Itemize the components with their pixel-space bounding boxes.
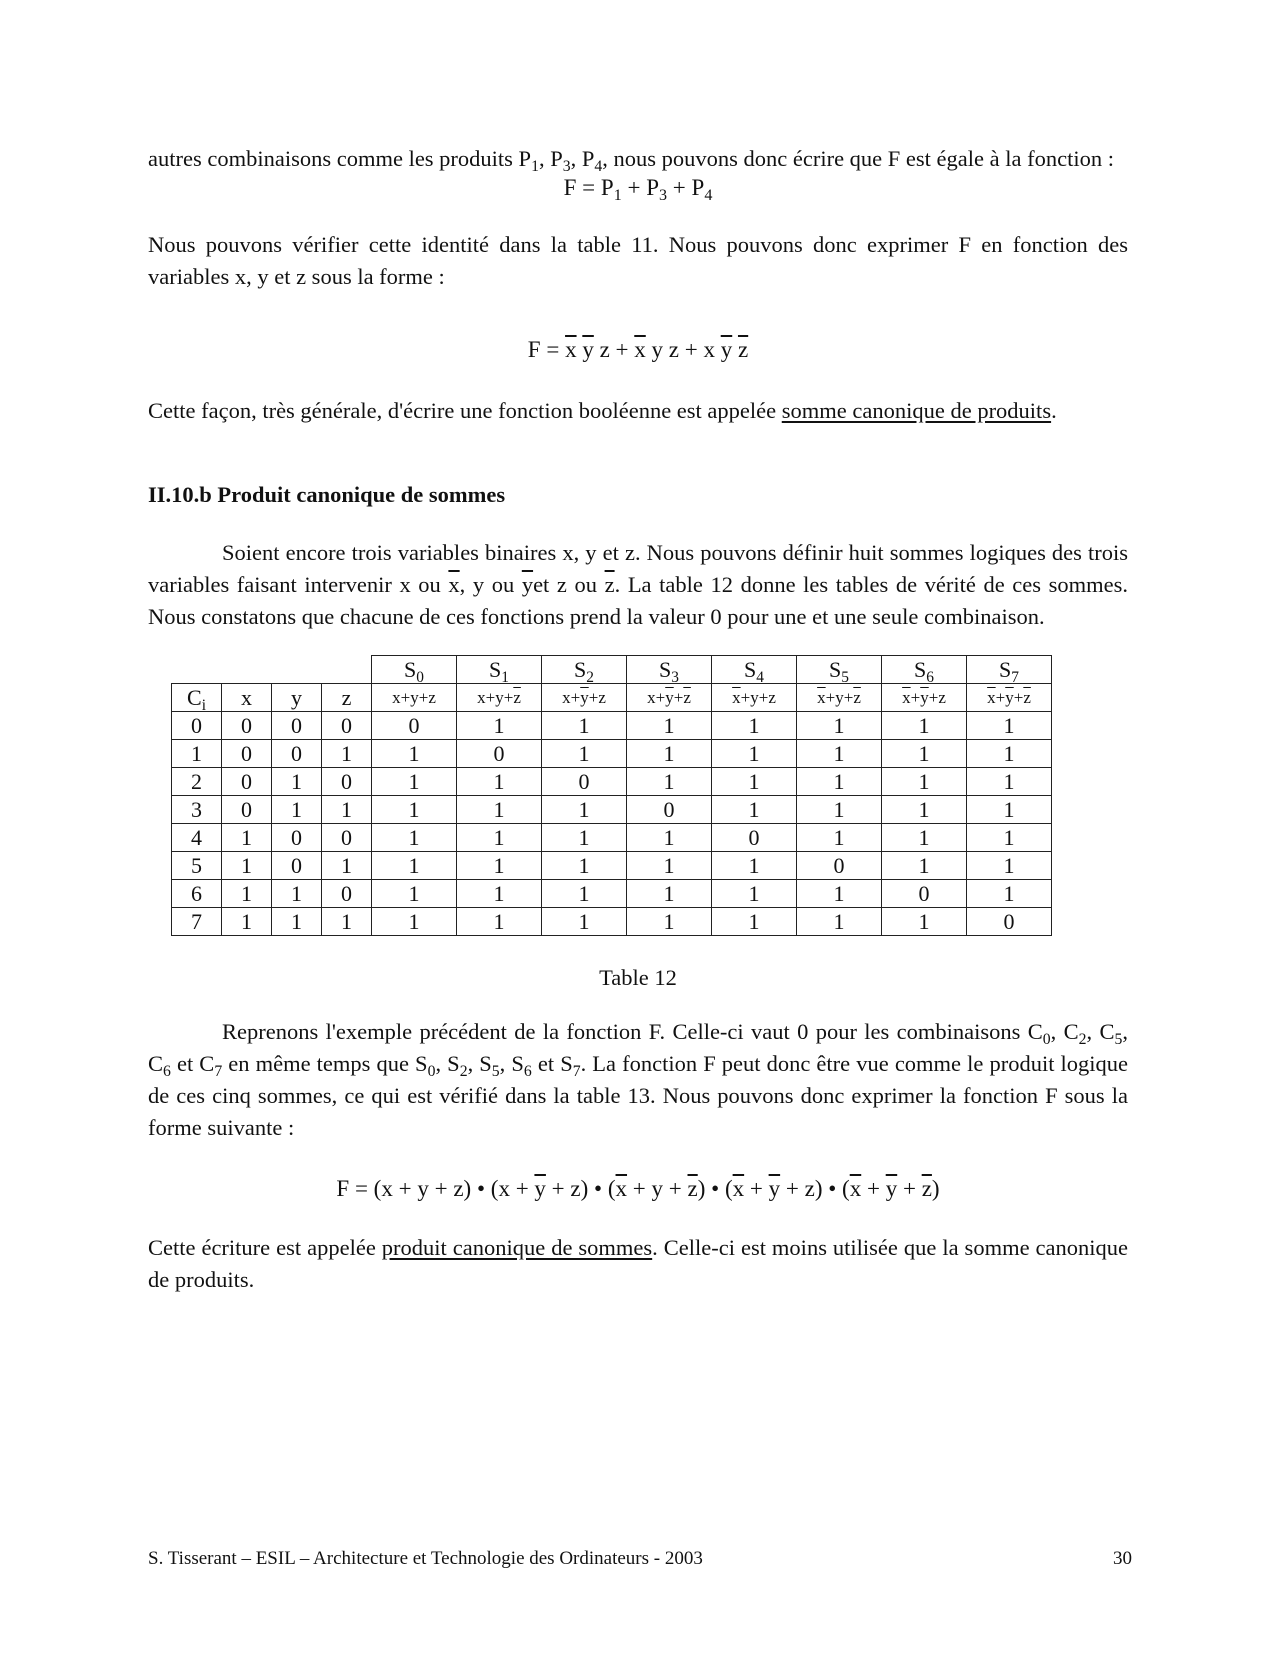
- page-number: 30: [1113, 1548, 1132, 1569]
- formula-dot: •: [588, 1176, 608, 1201]
- table-cell: 1: [457, 768, 542, 796]
- sum-index: 3: [671, 669, 679, 686]
- formula-literal: $\overline{z}$: [921, 1176, 932, 1201]
- sum-literal: z: [598, 688, 606, 707]
- table-cell: 0: [272, 712, 322, 740]
- table-cell: 1: [627, 880, 712, 908]
- table-cell: 1: [882, 852, 967, 880]
- table-cell: 1: [457, 852, 542, 880]
- table-row: [172, 768, 1052, 796]
- sum-header: $S_5$: [797, 656, 882, 684]
- sum-literal: x: [392, 688, 401, 707]
- formula-canonical-sum: [148, 335, 1128, 365]
- table-cell: 1: [322, 796, 372, 824]
- paragraph-sums: Soient encore trois variables binaires x, y et z. Nous pouvons définir huit sommes logiques des trois variables faisant intervenir x ou $\overline{x}$, y ou $\overline{y}et$ z ou $\overline{z}$. La table 12 donne les tables de vérité de ces sommes. Nous constatons que chacune de ces fonctions prend la valeur 0 pour une et une seule combinaison.: [148, 540, 1129, 629]
- col-header-x: x: [222, 684, 272, 712]
- table-cell: 1: [882, 712, 967, 740]
- table-cell: 1: [457, 796, 542, 824]
- table-cell: 1: [222, 852, 272, 880]
- table-cell: 1: [372, 824, 457, 852]
- table-cell: 1: [222, 880, 272, 908]
- table-cell: 0: [322, 768, 372, 796]
- table-cell: 1: [882, 740, 967, 768]
- truth-table-sums: [171, 655, 1052, 936]
- paragraph-example: Reprenons l'exemple précédent de la fonction F. Celle-ci vaut 0 pour les combinaisons $C_0$, $C_2$, $C_5$, $C_6$ et $C_7$ en même temps que $S_0$, $S_2$, $S_5$, $S_6$ et $S_7$. La fonction F peut donc être vue comme le produit logique de ces cinq sommes, ce qui est vérifié dans la table 13. Nous pouvons donc exprimer la fonction F sous la forme suivante :: [148, 1019, 1129, 1140]
- table-cell: 1: [372, 852, 457, 880]
- section-heading: II.10.b Produit canonique de sommes: [148, 482, 506, 507]
- formula-literal: x: [703, 337, 715, 362]
- table-cell: 1: [712, 880, 797, 908]
- formula-literal: z: [453, 1176, 464, 1201]
- table-cell: 0: [222, 768, 272, 796]
- table-cell: 0: [797, 852, 882, 880]
- sum-header: $S_2$: [542, 656, 627, 684]
- table-cell: 0: [172, 712, 222, 740]
- formula-literal: $\overline{y}$: [582, 337, 594, 362]
- formula-literal: y: [651, 337, 664, 362]
- sum-expression: $\overline{x}+y+\overline{z}$: [797, 684, 882, 712]
- sum-literal: $\overline{y}$: [665, 688, 674, 707]
- table-cell: 1: [967, 796, 1052, 824]
- table-cell: 1: [712, 712, 797, 740]
- sum-expression: $x+y+\overline{z}$: [457, 684, 542, 712]
- table-cell: 1: [967, 768, 1052, 796]
- sum-expression: $\overline{x}+\overline{y}+\overline{z}$: [967, 684, 1052, 712]
- table-cell: 1: [712, 852, 797, 880]
- sum-literal: $\overline{x}$: [987, 688, 996, 707]
- table-cell: 1: [372, 908, 457, 936]
- table-cell: 1: [542, 796, 627, 824]
- table-cell: 2: [172, 768, 222, 796]
- table-cell: 1: [712, 768, 797, 796]
- formula-literal: $\overline{y}$: [885, 1176, 898, 1201]
- table-cell: 6: [172, 880, 222, 908]
- col-header-ci: $C_i$: [172, 684, 222, 712]
- formula-literal: $\overline{x}$: [732, 1176, 745, 1201]
- table-cell: 1: [542, 740, 627, 768]
- table-cell: 1: [797, 880, 882, 908]
- table-cell: 0: [222, 796, 272, 824]
- formula-literal: $\overline{y}$: [720, 337, 733, 362]
- table-cell: 1: [172, 740, 222, 768]
- formula-sum-of-products: $F = P_1 + P_3 + P_4$: [563, 175, 713, 204]
- table-cell: 1: [797, 768, 882, 796]
- table-cell: 1: [542, 852, 627, 880]
- table-row: [172, 740, 1052, 768]
- formula-literal: $\overline{x}$: [565, 337, 577, 362]
- formula-literal: $\overline{z}$: [687, 1176, 698, 1201]
- table-cell: 1: [322, 852, 372, 880]
- sum-literal: $\overline{y}$: [1005, 688, 1014, 707]
- table-cell: 1: [627, 852, 712, 880]
- table-cell: 1: [322, 908, 372, 936]
- sum-literal: $\overline{x}$: [902, 688, 911, 707]
- sum-header: $S_6$: [882, 656, 967, 684]
- table-cell: 0: [967, 908, 1052, 936]
- sum-index: 6: [926, 669, 934, 686]
- formula-literal: $\overline{x}$: [615, 1176, 628, 1201]
- table-header-sums: [172, 656, 1052, 684]
- formula-literal: $\overline{x}$: [634, 337, 646, 362]
- page-footer: [148, 1548, 1132, 1570]
- sum-header: $S_3$: [627, 656, 712, 684]
- formula-plus: +: [609, 337, 635, 362]
- sum-index: 0: [416, 669, 424, 686]
- table-empty-cell: [322, 656, 372, 684]
- table-cell: 1: [882, 824, 967, 852]
- sum-literal: x: [477, 688, 486, 707]
- table-header-vars: [172, 684, 1052, 712]
- paragraph-verify: Nous pouvons vérifier cette identité dans la table 11. Nous pouvons donc exprimer F en fonction des variables x, y et z sous la forme :: [148, 232, 1128, 289]
- table-row: [172, 824, 1052, 852]
- formula-canonical-product: F = (x + y + z) • $(x + \overline{y} + z)$ • $(\overline{x} + y + \overline{z})$ • $(\overline{x} + \overline{y} + z)$ • $(\overline{x} + \overline{y} + \overline{z})$: [336, 1176, 940, 1201]
- sum-header: $S_4$: [712, 656, 797, 684]
- table-cell: 0: [542, 768, 627, 796]
- table-cell: 1: [712, 740, 797, 768]
- sum-index: 2: [586, 669, 594, 686]
- table-cell: 1: [627, 768, 712, 796]
- sum-header: $S_0$: [372, 656, 457, 684]
- sum-literal: $\overline{z}$: [683, 688, 691, 707]
- sum-expression: x+y+z: [372, 684, 457, 712]
- sum-index: 7: [1011, 669, 1019, 686]
- formula-literal: x: [498, 1176, 510, 1201]
- formula-literal: y: [417, 1176, 429, 1201]
- table-cell: 1: [457, 712, 542, 740]
- formula-literal: $\overline{x}$: [849, 1176, 862, 1201]
- sum-index: 5: [841, 669, 849, 686]
- formula-literal: z: [570, 1176, 581, 1201]
- table-cell: 0: [272, 852, 322, 880]
- table-cell: 1: [967, 852, 1052, 880]
- sum-literal: y: [495, 688, 504, 707]
- table-cell: 1: [322, 740, 372, 768]
- formula-dot: •: [471, 1176, 491, 1201]
- formula-literal: x: [381, 1176, 393, 1201]
- formula-literal: z: [668, 337, 679, 362]
- table-cell: 1: [797, 796, 882, 824]
- sum-header: $S_1$: [457, 656, 542, 684]
- table-empty-cell: [172, 656, 222, 684]
- sum-literal: $\overline{z}$: [513, 688, 521, 707]
- table-cell: 0: [882, 880, 967, 908]
- ci-index: i: [201, 697, 206, 714]
- sum-index: 4: [756, 669, 764, 686]
- table-row: [172, 852, 1052, 880]
- sum-expression: $\overline{x}+y+z$: [712, 684, 797, 712]
- table-cell: 1: [222, 824, 272, 852]
- sum-literal: z: [428, 688, 436, 707]
- table-cell: 4: [172, 824, 222, 852]
- table-cell: 1: [797, 824, 882, 852]
- table-cell: 1: [372, 796, 457, 824]
- table-cell: 1: [372, 880, 457, 908]
- table-cell: 0: [272, 824, 322, 852]
- table-cell: 1: [457, 908, 542, 936]
- table-cell: 1: [627, 824, 712, 852]
- formula-dot: •: [705, 1176, 725, 1201]
- table-cell: 0: [222, 740, 272, 768]
- sum-literal: y: [750, 688, 759, 707]
- table-cell: 1: [797, 740, 882, 768]
- table-cell: 1: [967, 880, 1052, 908]
- sum-index: 1: [501, 669, 509, 686]
- sum-expression: $x+\overline{y}+\overline{z}$: [627, 684, 712, 712]
- table-cell: 7: [172, 908, 222, 936]
- table-cell: 1: [272, 768, 322, 796]
- table-cell: 0: [322, 712, 372, 740]
- table-cell: 0: [457, 740, 542, 768]
- table-cell: 1: [542, 880, 627, 908]
- table-cell: 1: [457, 880, 542, 908]
- formula-plus: +: [678, 337, 704, 362]
- table-cell: 1: [272, 908, 322, 936]
- table-cell: 0: [322, 880, 372, 908]
- table-cell: 5: [172, 852, 222, 880]
- table-cell: 1: [372, 768, 457, 796]
- formula-literal: $\overline{y}$: [768, 1176, 781, 1201]
- table-cell: 1: [797, 712, 882, 740]
- table-cell: 1: [272, 796, 322, 824]
- table-cell: 1: [882, 796, 967, 824]
- table-cell: 0: [372, 712, 457, 740]
- sum-literal: z: [938, 688, 946, 707]
- sum-expression: $\overline{x}+\overline{y}+z$: [882, 684, 967, 712]
- table-cell: 1: [372, 740, 457, 768]
- table-cell: 1: [542, 908, 627, 936]
- page-content: [148, 143, 1128, 1296]
- sum-literal: y: [835, 688, 844, 707]
- sum-literal: $\overline{y}$: [580, 688, 589, 707]
- formula-literal: $\overline{z}$: [737, 337, 749, 362]
- table-row: [172, 908, 1052, 936]
- table-cell: 1: [712, 796, 797, 824]
- paragraph-definition-product: Cette écriture est appelée produit canonique de sommes. Celle-ci est moins utilisée que la somme canonique de produits.: [148, 1235, 1128, 1292]
- table-cell: 1: [542, 712, 627, 740]
- sum-literal: $\overline{x}$: [732, 688, 741, 707]
- sum-literal: z: [768, 688, 776, 707]
- formula-lhs: F =: [336, 1176, 374, 1201]
- formula-dot: •: [822, 1176, 843, 1201]
- sum-literal: y: [410, 688, 419, 707]
- table-cell: 1: [222, 908, 272, 936]
- sum-literal: $\overline{z}$: [1023, 688, 1031, 707]
- table-cell: 0: [272, 740, 322, 768]
- table-cell: 1: [967, 712, 1052, 740]
- sum-literal: $\overline{y}$: [920, 688, 929, 707]
- table-cell: 1: [457, 824, 542, 852]
- table-cell: 1: [627, 712, 712, 740]
- table-cell: 0: [222, 712, 272, 740]
- table-empty-cell: [272, 656, 322, 684]
- formula-literal: z: [804, 1176, 815, 1201]
- table-cell: 1: [797, 908, 882, 936]
- col-header-z: z: [322, 684, 372, 712]
- table-row: [172, 880, 1052, 908]
- paragraph-intro: autres combinaisons comme les produits $P_1$, $P_3$, $P_4$, nous pouvons donc écrire que F est égale à la fonction :: [148, 146, 1114, 175]
- paragraph-definition-sum: Cette façon, très générale, d'écrire une fonction booléenne est appelée somme canonique de produits.: [148, 398, 1057, 423]
- table-cell: 1: [627, 740, 712, 768]
- footer-text: S. Tisserant – ESIL – Architecture et Technologie des Ordinateurs - 2003: [148, 1548, 703, 1569]
- sum-literal: x: [647, 688, 656, 707]
- table-cell: 1: [882, 908, 967, 936]
- table-cell: 1: [542, 824, 627, 852]
- sum-header: $S_7$: [967, 656, 1052, 684]
- sum-literal: $\overline{x}$: [817, 688, 826, 707]
- table-cell: 1: [967, 824, 1052, 852]
- sum-expression: $x+\overline{y}+z$: [542, 684, 627, 712]
- col-header-y: y: [272, 684, 322, 712]
- sum-literal: $\overline{z}$: [853, 688, 861, 707]
- formula-literal: z: [599, 337, 610, 362]
- formula-literal: y: [651, 1176, 664, 1201]
- table-cell: 1: [272, 880, 322, 908]
- table-cell: 0: [322, 824, 372, 852]
- table-cell: 0: [712, 824, 797, 852]
- table-empty-cell: [222, 656, 272, 684]
- table-row: [172, 712, 1052, 740]
- formula-lhs: F =: [527, 337, 566, 362]
- sum-literal: x: [562, 688, 571, 707]
- table-cell: 3: [172, 796, 222, 824]
- table-cell: 0: [627, 796, 712, 824]
- table-cell: 1: [712, 908, 797, 936]
- table-row: [172, 796, 1052, 824]
- table-cell: 1: [967, 740, 1052, 768]
- table-caption: Table 12: [599, 965, 677, 990]
- table-cell: 1: [627, 908, 712, 936]
- table-cell: 1: [882, 768, 967, 796]
- formula-literal: $\overline{y}$: [534, 1176, 546, 1201]
